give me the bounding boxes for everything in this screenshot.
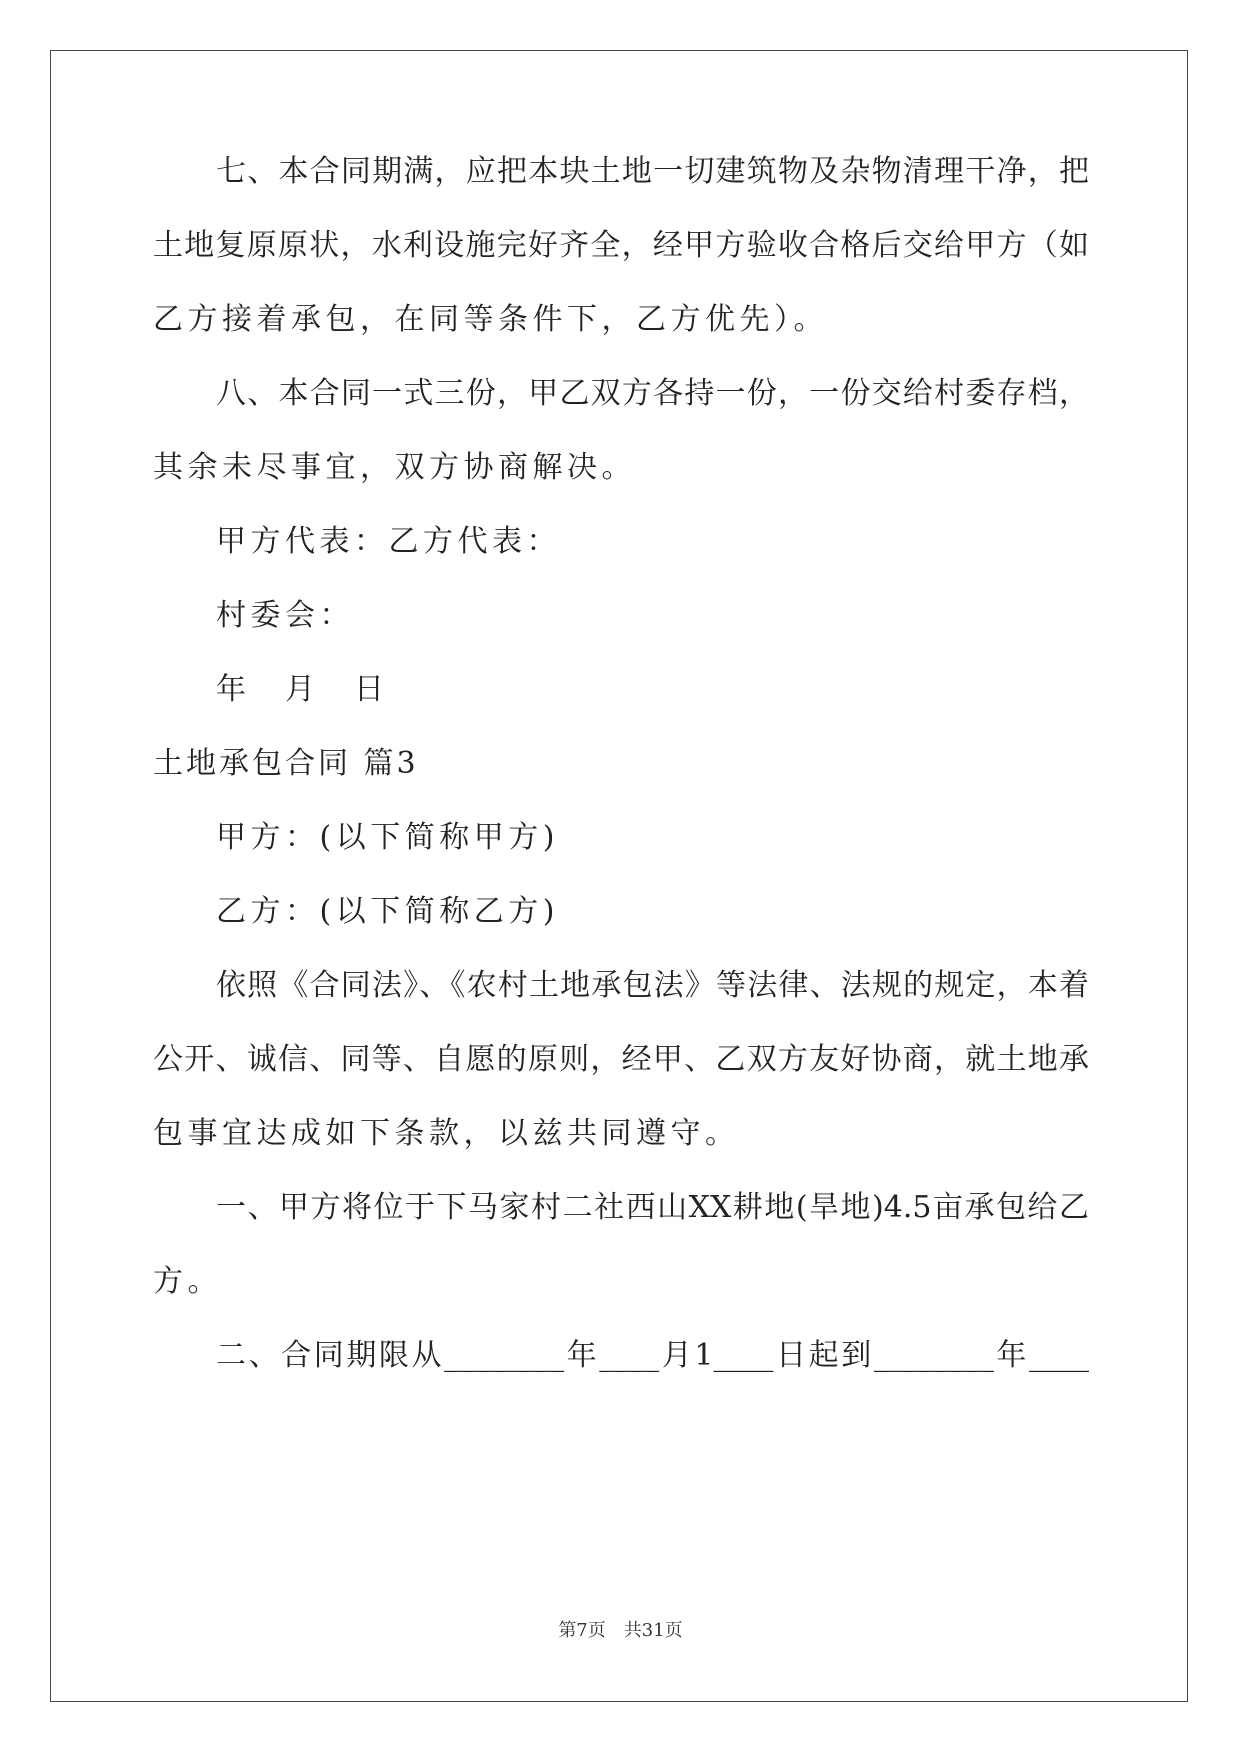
signature-line: 甲方代表：乙方代表：: [216, 524, 561, 559]
signature-line: 村委会：: [216, 598, 354, 633]
party-line: 甲方：(以下简称甲方): [216, 820, 559, 855]
paragraph-line: 包事宜达成如下条款，以兹共同遵守。: [153, 1116, 740, 1151]
paragraph-line: 其余未尽事宜，双方协商解决。: [153, 450, 636, 485]
paragraph-line: 七、本合同期满，应把本块土地一切建筑物及杂物清理干净，把: [216, 154, 1089, 189]
date-line: 年 月 日: [216, 672, 389, 707]
paragraph-line: 二、合同期限从________年____月1____日起到________年____: [216, 1338, 1089, 1373]
party-line: 乙方：(以下简称乙方): [216, 894, 559, 929]
paragraph-line: 方。: [153, 1264, 222, 1299]
page-number: 第7页 共31页: [558, 1620, 683, 1641]
paragraph-line: 公开、诚信、同等、自愿的原则，经甲、乙双方友好协商，就土地承: [153, 1042, 1089, 1077]
section-heading: 土地承包合同 篇3: [153, 746, 419, 781]
paragraph-line: 八、本合同一式三份，甲乙双方各持一份，一份交给村委存档，: [216, 376, 1089, 411]
paragraph-line: 土地复原原状，水利设施完好齐全，经甲方验收合格后交给甲方（如: [153, 228, 1089, 263]
paragraph-line: 依照《合同法》、《农村土地承包法》等法律、法规的规定，本着: [216, 968, 1089, 1003]
paragraph-line: 一、甲方将位于下马家村二社西山XX耕地(旱地)4.5亩承包给乙: [216, 1190, 1089, 1225]
paragraph-line: 乙方接着承包，在同等条件下，乙方优先）。: [153, 302, 828, 337]
page-frame: [50, 50, 1188, 1702]
